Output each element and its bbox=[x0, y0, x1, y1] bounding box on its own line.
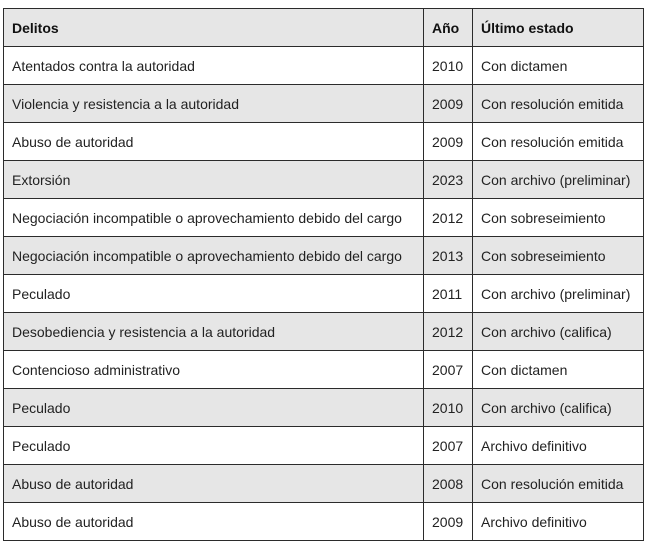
cell-delito: Peculado bbox=[4, 389, 424, 427]
cell-estado: Con archivo (preliminar) bbox=[473, 161, 644, 199]
cell-estado: Con resolución emitida bbox=[473, 465, 644, 503]
cell-estado: Con archivo (preliminar) bbox=[473, 275, 644, 313]
column-header-anio: Año bbox=[424, 9, 473, 47]
cell-delito: Atentados contra la autoridad bbox=[4, 47, 424, 85]
cell-anio: 2013 bbox=[424, 237, 473, 275]
cell-estado: Con dictamen bbox=[473, 47, 644, 85]
cell-delito: Desobediencia y resistencia a la autoridad bbox=[4, 313, 424, 351]
cell-anio: 2009 bbox=[424, 503, 473, 541]
table-row bbox=[4, 161, 644, 199]
cell-estado: Archivo definitivo bbox=[473, 503, 644, 541]
cell-delito: Abuso de autoridad bbox=[4, 123, 424, 161]
table-row bbox=[4, 275, 644, 313]
column-header-delitos: Delitos bbox=[4, 9, 424, 47]
cell-anio: 2012 bbox=[424, 313, 473, 351]
cell-anio: 2009 bbox=[424, 123, 473, 161]
cell-estado: Con resolución emitida bbox=[473, 85, 644, 123]
records-table bbox=[3, 8, 644, 541]
cell-anio: 2007 bbox=[424, 427, 473, 465]
table-row bbox=[4, 123, 644, 161]
cell-delito: Abuso de autoridad bbox=[4, 503, 424, 541]
cell-delito: Contencioso administrativo bbox=[4, 351, 424, 389]
cell-anio: 2010 bbox=[424, 47, 473, 85]
cell-delito: Negociación incompatible o aprovechamiento debido del cargo bbox=[4, 199, 424, 237]
table-row bbox=[4, 389, 644, 427]
table-row bbox=[4, 503, 644, 541]
cell-anio: 2007 bbox=[424, 351, 473, 389]
column-header-ultimo-estado: Último estado bbox=[473, 9, 644, 47]
table-row bbox=[4, 313, 644, 351]
table-row bbox=[4, 237, 644, 275]
cell-delito: Extorsión bbox=[4, 161, 424, 199]
header-row bbox=[4, 9, 644, 47]
cell-estado: Con dictamen bbox=[473, 351, 644, 389]
cell-estado: Archivo definitivo bbox=[473, 427, 644, 465]
cell-estado: Con archivo (califica) bbox=[473, 313, 644, 351]
cell-delito: Abuso de autoridad bbox=[4, 465, 424, 503]
table-row bbox=[4, 427, 644, 465]
cell-anio: 2009 bbox=[424, 85, 473, 123]
cell-estado: Con archivo (califica) bbox=[473, 389, 644, 427]
cell-estado: Con sobreseimiento bbox=[473, 237, 644, 275]
cell-delito: Peculado bbox=[4, 275, 424, 313]
table-row bbox=[4, 199, 644, 237]
cell-anio: 2011 bbox=[424, 275, 473, 313]
cell-estado: Con resolución emitida bbox=[473, 123, 644, 161]
cell-anio: 2008 bbox=[424, 465, 473, 503]
cell-delito: Peculado bbox=[4, 427, 424, 465]
cell-anio: 2012 bbox=[424, 199, 473, 237]
cell-anio: 2023 bbox=[424, 161, 473, 199]
cell-anio: 2010 bbox=[424, 389, 473, 427]
cell-delito: Violencia y resistencia a la autoridad bbox=[4, 85, 424, 123]
table-row bbox=[4, 85, 644, 123]
cell-estado: Con sobreseimiento bbox=[473, 199, 644, 237]
table-row bbox=[4, 351, 644, 389]
table-row bbox=[4, 465, 644, 503]
cell-delito: Negociación incompatible o aprovechamiento debido del cargo bbox=[4, 237, 424, 275]
table-row bbox=[4, 47, 644, 85]
